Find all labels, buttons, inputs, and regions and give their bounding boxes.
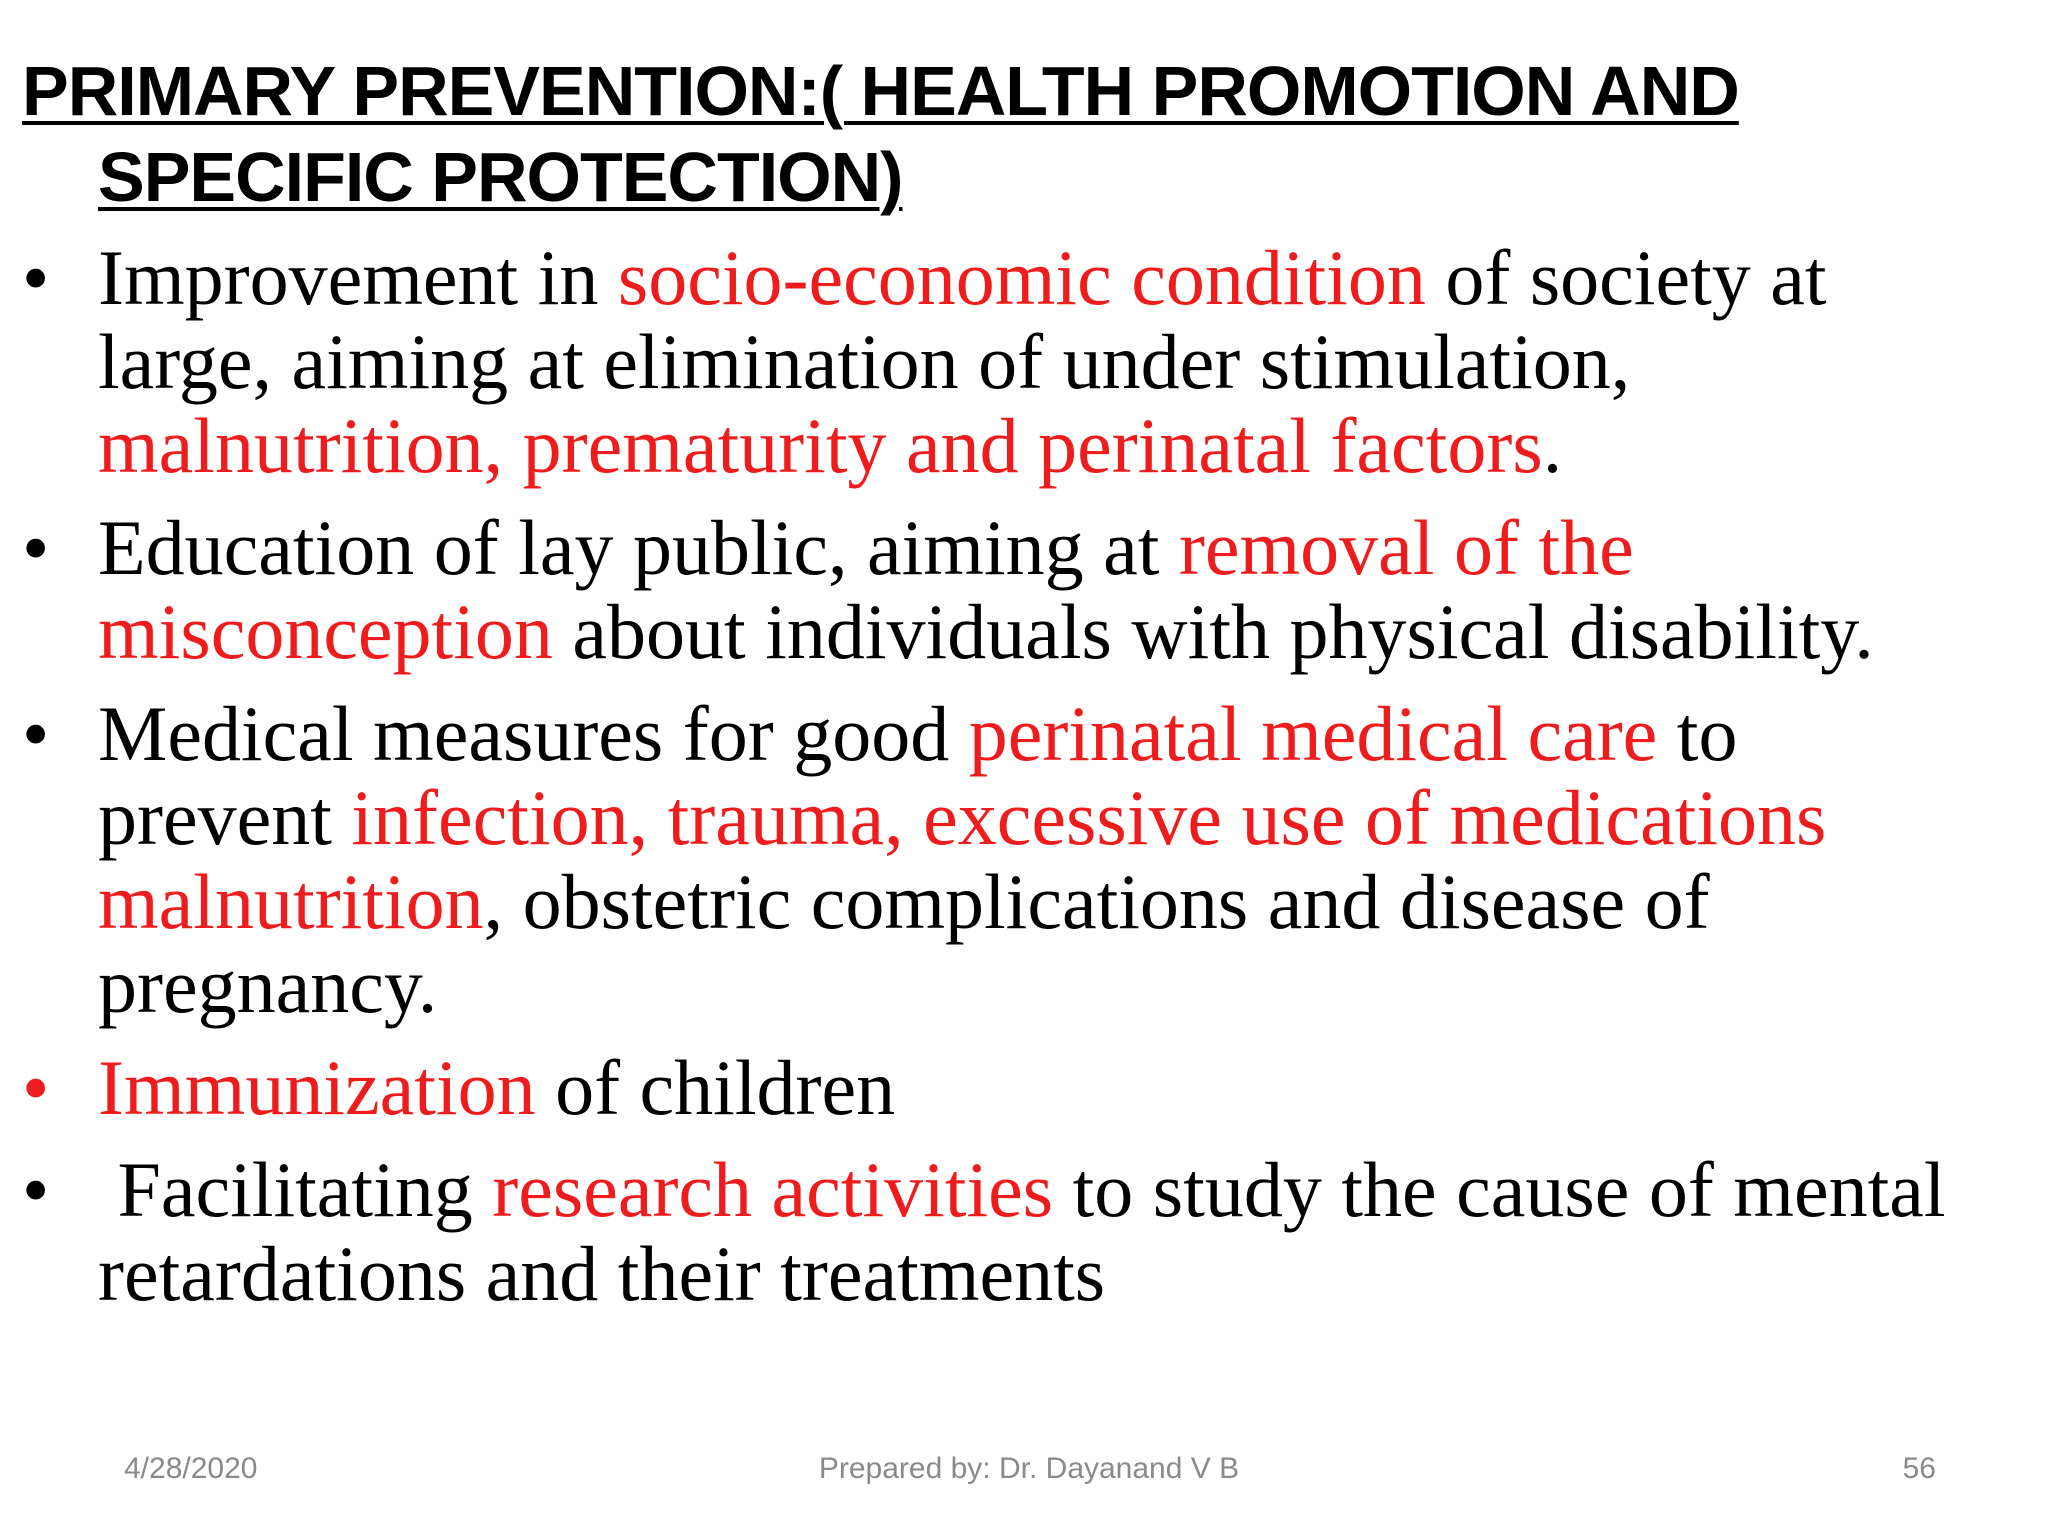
bullet-text: of children [535,1044,896,1131]
bullet-text: Facilitating [98,1146,493,1233]
highlighted-text: removal of the misconception [98,504,1634,675]
bullet-text: Medical measures for good [98,690,969,777]
bullet-dot: • [22,504,50,591]
slide-title-line-1: PRIMARY PREVENTION:( HEALTH PROMOTION AND [22,52,1739,130]
bullet-dot: • [22,690,50,777]
bullet-text: . [1542,402,1563,489]
bullet-item-education [22,506,1982,674]
highlighted-text: research activities [492,1146,1054,1233]
bullet-text: of society at large, aiming at elimination of under stimulation, [98,234,1827,405]
bullet-text: Education of lay public, aiming at [98,504,1179,591]
bullet-text: about individuals with physical disability. [552,588,1874,675]
slide-title-line-2: SPECIFIC PROTECTION) [98,138,903,216]
bullet-text: to prevent [98,690,1738,861]
bullet-item-medical-measures [22,692,1982,1028]
bullet-list [22,236,1982,1334]
bullet-dot: • [22,1044,50,1131]
bullet-text: , obstetric complications and disease of pregnancy. [98,858,1710,1029]
highlighted-text: infection, trauma, excessive use of medications malnutrition [98,774,1827,945]
bullet-item-socio-economic [22,236,1982,488]
slide-title [22,48,2048,220]
highlighted-text: perinatal medical care [968,690,1658,777]
bullet-text: to study the cause of mental retardations and their treatments [98,1146,1946,1317]
bullet-text: Improvement in [98,234,618,321]
highlighted-text: malnutrition, prematurity and perinatal factors [98,402,1543,489]
page-number: 56 [1902,1452,1936,1485]
footer-date: 4/28/2020 [124,1452,258,1485]
bullet-dot: • [22,234,50,321]
bullet-dot: • [22,1146,50,1233]
highlighted-text: Immunization [98,1044,536,1131]
bullet-item-research [22,1148,1982,1316]
footer-author: Prepared by: Dr. Dayanand V B [818,1452,1240,1485]
bullet-item-immunization [22,1046,1982,1130]
highlighted-text: socio-economic condition [617,234,1426,321]
